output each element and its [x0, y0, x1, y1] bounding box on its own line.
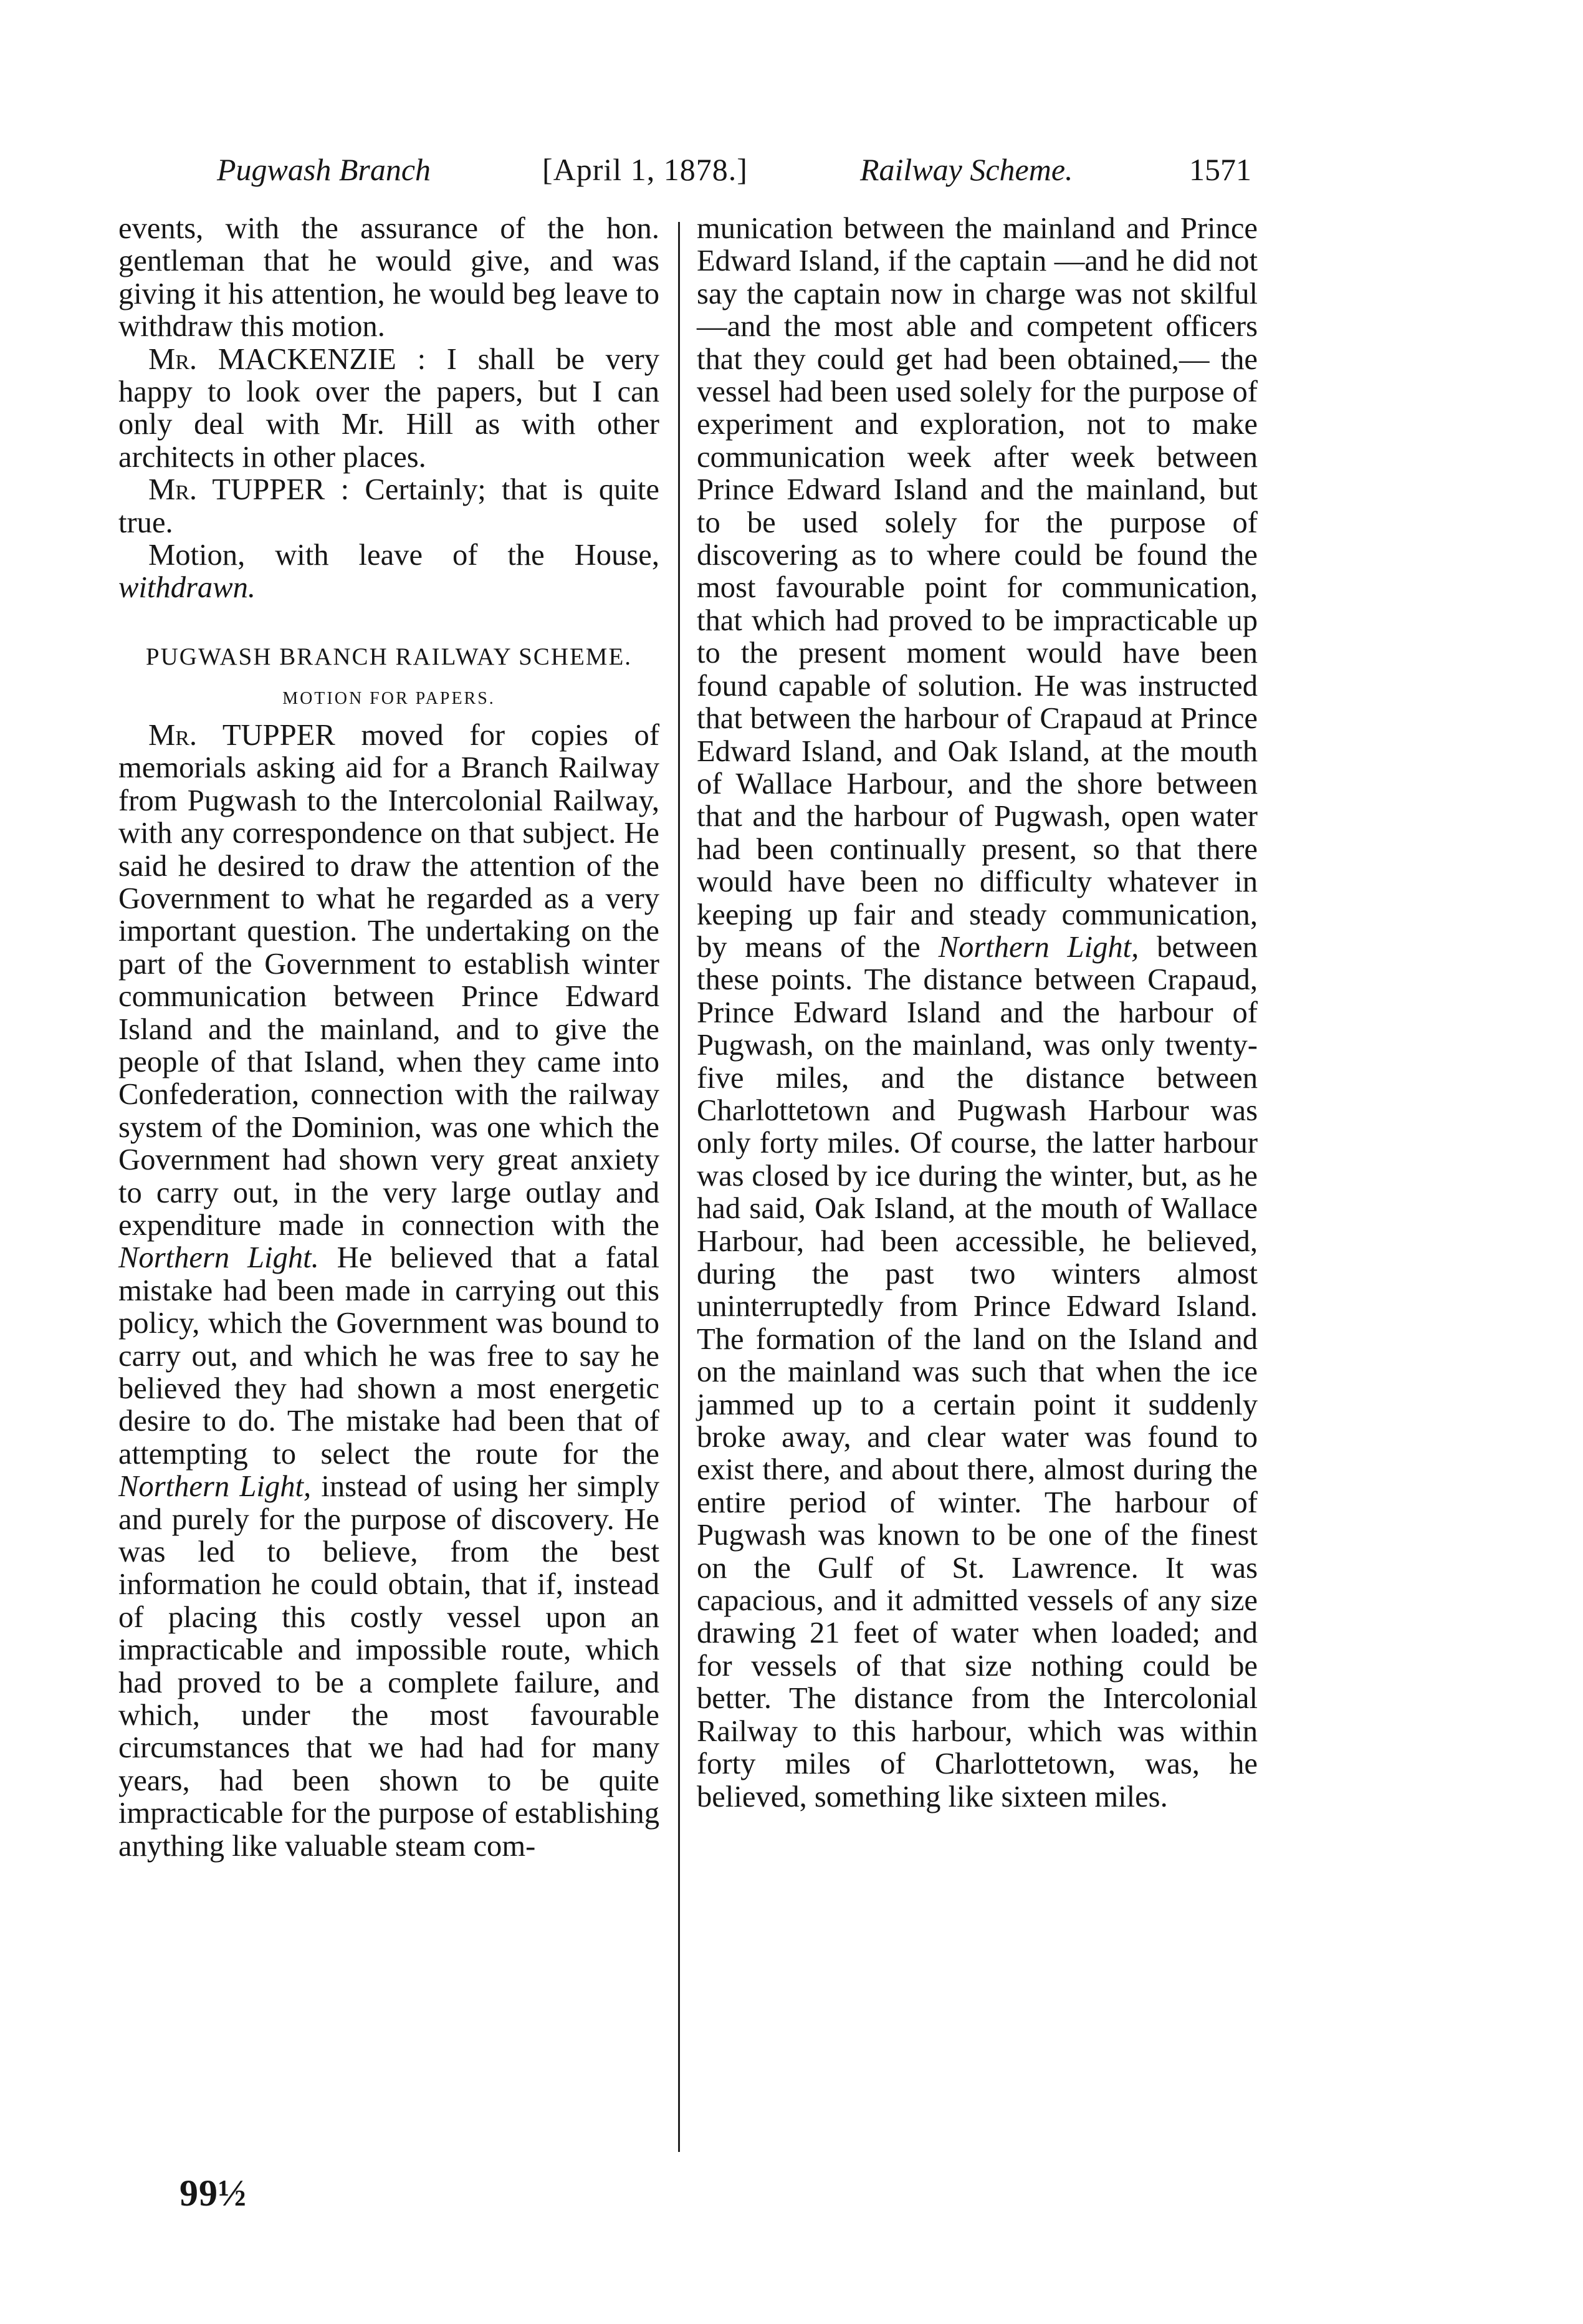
speech-text: He believed that a fatal mistake had been made in carrying out this policy, which the Government was bound to carry out, and which he was free to say he believed they had shown a most energetic desire to do. The mistake had been that of attempting to select the route for the — [118, 1241, 659, 1471]
speech-text: munication between the mainland and Prince Edward Island, if the captain —and he did not say the captain now in charge was not skilful—and the most able and competent officers that they could get had been obtained,— the vessel had been used solely for the purpose of experiment and exploration, not to make communication week after week between Prince Edward Island and the mainland, but to be used solely for the purpose of discovering as to where could be found the most favourable point for communication, that which had proved to be impracticable up to the present moment would have been found capable of solution. He was instructed that between the harbour of Crapaud at Prince Edward Island, and Oak Island, at the mouth of Wallace Harbour, and the shore between that and the harbour of Pugwash, open water had been continually present, so that there would have been no difficulty whatever in keeping up fair and steady communication, by means of the — [697, 211, 1258, 964]
speech-text: moved for copies of memorials asking aid for a Branch Railway from Pugwash to the Intercolonial Railway, with any correspondence on that subject. He said he desired to draw the attention of the Government to what he regarded as a very important question. The undertaking on the part of the Government to establish winter communication between Prince Edward Island and the mainland, and to give the people of that Island, when they came into Confederation, connection with the railway system of the Dominion, was one which the Government had shown very great anxiety to carry out, in the very large outlay and expenditure made in connection with the — [118, 718, 660, 1242]
running-header — [212, 145, 1251, 194]
paragraph-continuation — [697, 212, 1258, 1813]
left-column — [118, 212, 659, 2207]
motion-outcome: withdrawn. — [118, 570, 256, 605]
paragraph-mackenzie — [118, 343, 659, 474]
paragraph-tupper-motion — [118, 719, 659, 1862]
section-heading: PUGWASH BRANCH RAILWAY SCHEME. — [145, 643, 633, 670]
header-left-title: Pugwash Branch — [217, 152, 431, 187]
right-column — [697, 212, 1258, 2207]
speaker-name: Mr. TUPPER — [148, 473, 325, 507]
vessel-name: Northern Light. — [118, 1241, 319, 1275]
speech-text: instead of using her simply and purely for the purpose of discovery. He was led to believe, from the best information he could obtain, that if, instead of placing this costly vessel upon an impracticable and impossible route, which had proved to be a complete failure, and which, under the most favourable circumstances that we had had for many years, had been shown to be quite impracticable for the purpose of establishing anything like valuable steam com- — [118, 1469, 659, 1863]
paragraph-tupper-reply — [118, 473, 659, 539]
speech-text: : I shall be very happy to look over the papers, but I can only deal with Mr. Hill as with other architects in other places. — [118, 342, 660, 474]
page-number: 1571 — [1189, 152, 1251, 187]
motion-text: Motion, with leave of the House, — [148, 538, 659, 572]
section-subheading: MOTION FOR PAPERS. — [282, 688, 495, 708]
signature-mark: 99½ — [179, 2173, 247, 2214]
paragraph-continuation: events, with the assurance of the hon. gentleman that he would give, and was giving it his attention, he would beg leave to withdraw this motion. — [118, 211, 659, 343]
vessel-name: Northern Light, — [118, 1469, 312, 1504]
header-right-title: Railway Scheme. — [860, 152, 1073, 187]
speech-text: : Certainly; that is quite true. — [118, 473, 659, 539]
speaker-name: Mr. MACKENZIE — [148, 342, 396, 376]
column-divider — [678, 222, 680, 2152]
speaker-name: Mr. TUPPER — [148, 718, 335, 752]
vessel-name: Northern Light, — [938, 929, 1139, 964]
paragraph-motion-withdrawn — [118, 539, 659, 604]
header-date: [April 1, 1878.] — [542, 152, 748, 187]
speech-text: between these points. The distance between Crapaud, Prince Edward Island and the harbour of Pugwash, on the mainland, was only twenty-five miles, and the distance between Charlottetown and Pugwash Harbour was only forty miles. Of course, the latter harbour was closed by ice during the winter, but, as he had said, Oak Island, at the mouth of Wallace Harbour, had been accessible, he believed, during the past two winters almost uninterruptedly from Prince Edward Island. The formation of the land on the Island and on the mainland was such that when the ice jammed up to a certain point it suddenly broke away, and clear water was found to exist there, and about there, almost during the entire period of winter. The harbour of Pugwash was known to be one of the finest on the Gulf of St. Lawrence. It was capacious, and it admitted vessels of any size drawing 21 feet of water when loaded; and for vessels of that size nothing could be better. The distance from the Intercolonial Railway to this harbour, which was within forty miles of Charlottetown, was, he believed, something like sixteen miles. — [697, 929, 1258, 1813]
